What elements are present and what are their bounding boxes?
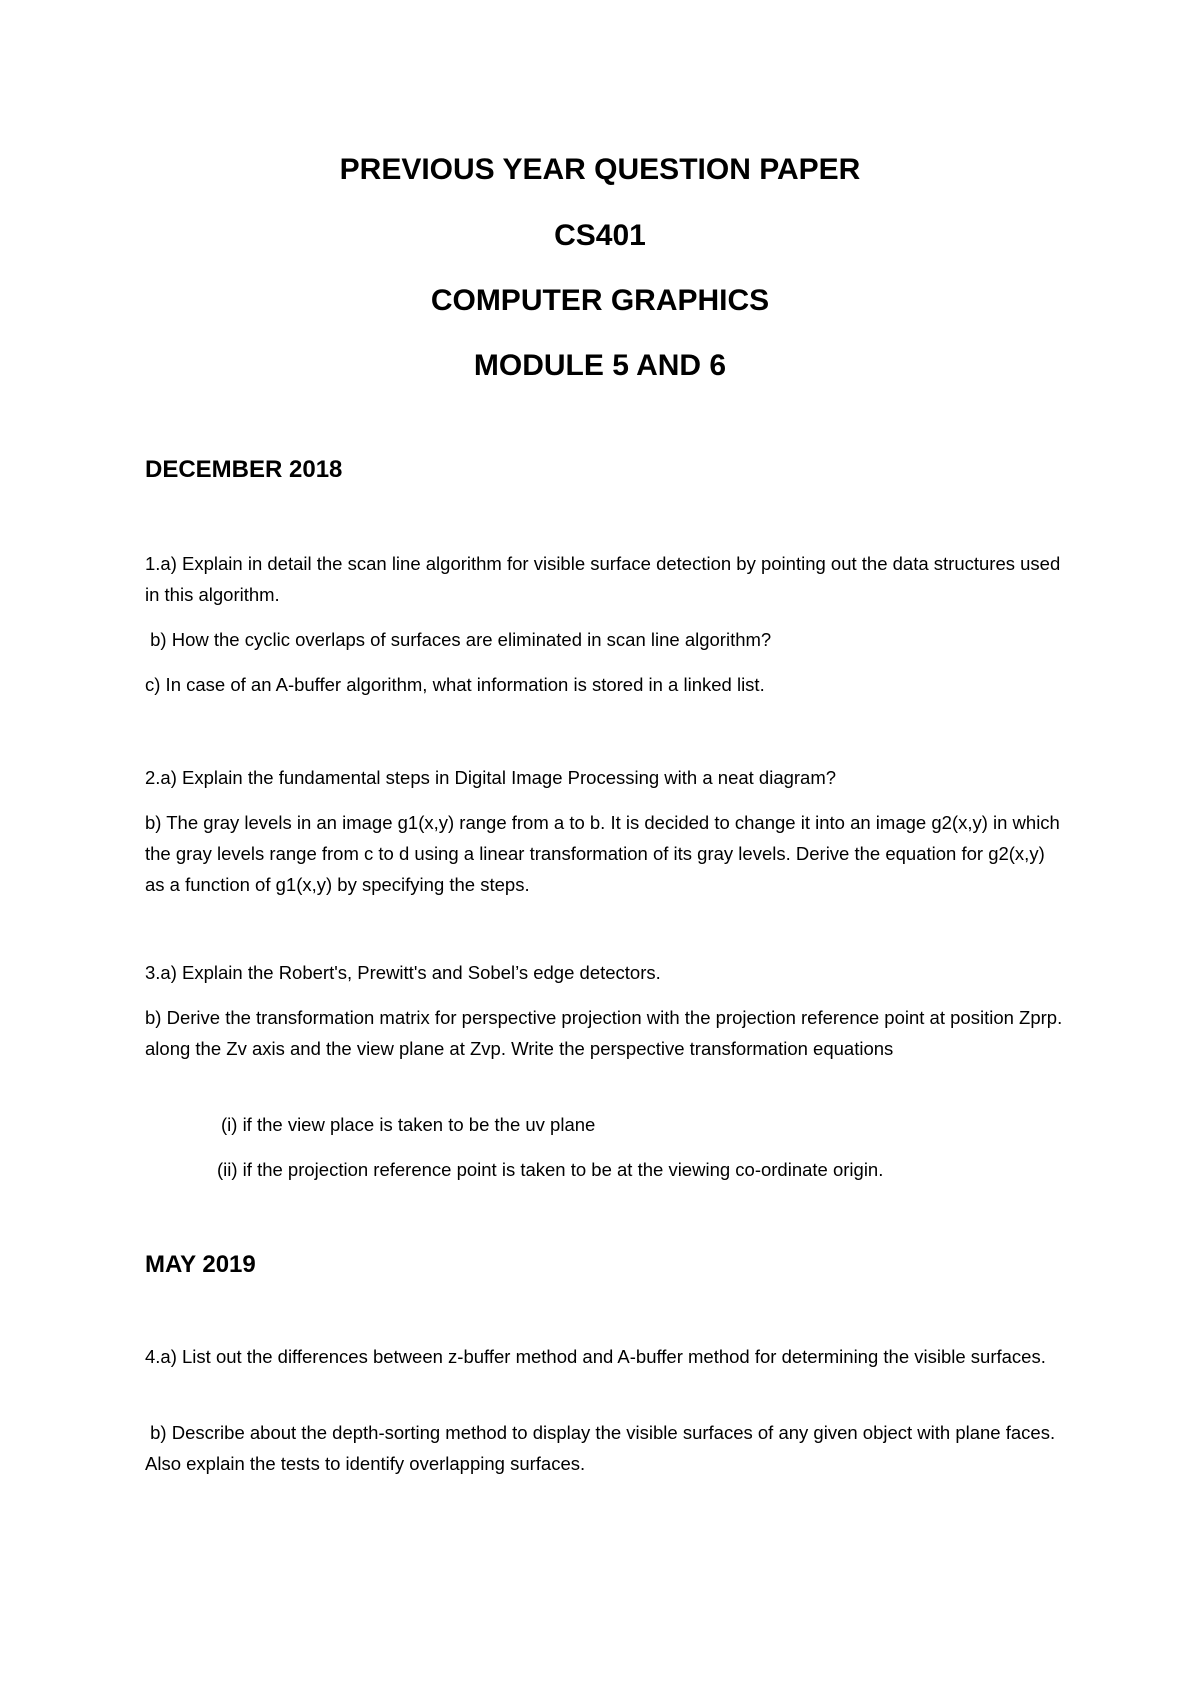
course-code: CS401 <box>554 219 646 252</box>
question-1c: c) In case of an A-buffer algorithm, what information is stored in a linked list. <box>145 674 765 695</box>
question-3a: 3.a) Explain the Robert's, Prewitt's and Sobel’s edge detectors. <box>145 962 661 983</box>
question-3b-ii: (ii) if the projection reference point is taken to be at the viewing co-ordinate origin. <box>217 1159 884 1180</box>
course-name: COMPUTER GRAPHICS <box>430 284 770 317</box>
question-1a: 1.a) Explain in detail the scan line algorithm for visible surface detection by pointing out the data structures used in this algorithm. <box>145 553 1061 605</box>
question-4a: 4.a) List out the differences between z-buffer method and A-buffer method for determining the visible surfaces. <box>145 1346 1046 1367</box>
module-title: MODULE 5 AND 6 <box>473 349 727 382</box>
question-1b: b) How the cyclic overlaps of surfaces are eliminated in scan line algorithm? <box>145 629 772 650</box>
question-3b-i: (i) if the view place is taken to be the uv plane <box>221 1114 596 1135</box>
section-heading-december-2018: DECEMBER 2018 <box>145 456 343 483</box>
question-4b: b) Describe about the depth-sorting method to display the visible surfaces of any given object with plane faces. Also explain the tests to identify overlapping surfaces. <box>145 1422 1060 1474</box>
paper-title: PREVIOUS YEAR QUESTION PAPER <box>339 153 861 186</box>
section-heading-may-2019: MAY 2019 <box>145 1251 256 1278</box>
question-2a: 2.a) Explain the fundamental steps in Digital Image Processing with a neat diagram? <box>145 767 837 788</box>
question-2b: b) The gray levels in an image g1(x,y) range from a to b. It is decided to change it into an image g2(x,y) in which the gray levels range from c to d using a linear transformation of its gray levels. Derive the equation for g2(x,y) as a function of g1(x,y) by specifying the steps. <box>145 812 1060 895</box>
question-3b: b) Derive the transformation matrix for perspective projection with the projection reference point at position Zprp. along the Zv axis and the view plane at Zvp. Write the perspective transformation equations <box>145 1007 1063 1059</box>
